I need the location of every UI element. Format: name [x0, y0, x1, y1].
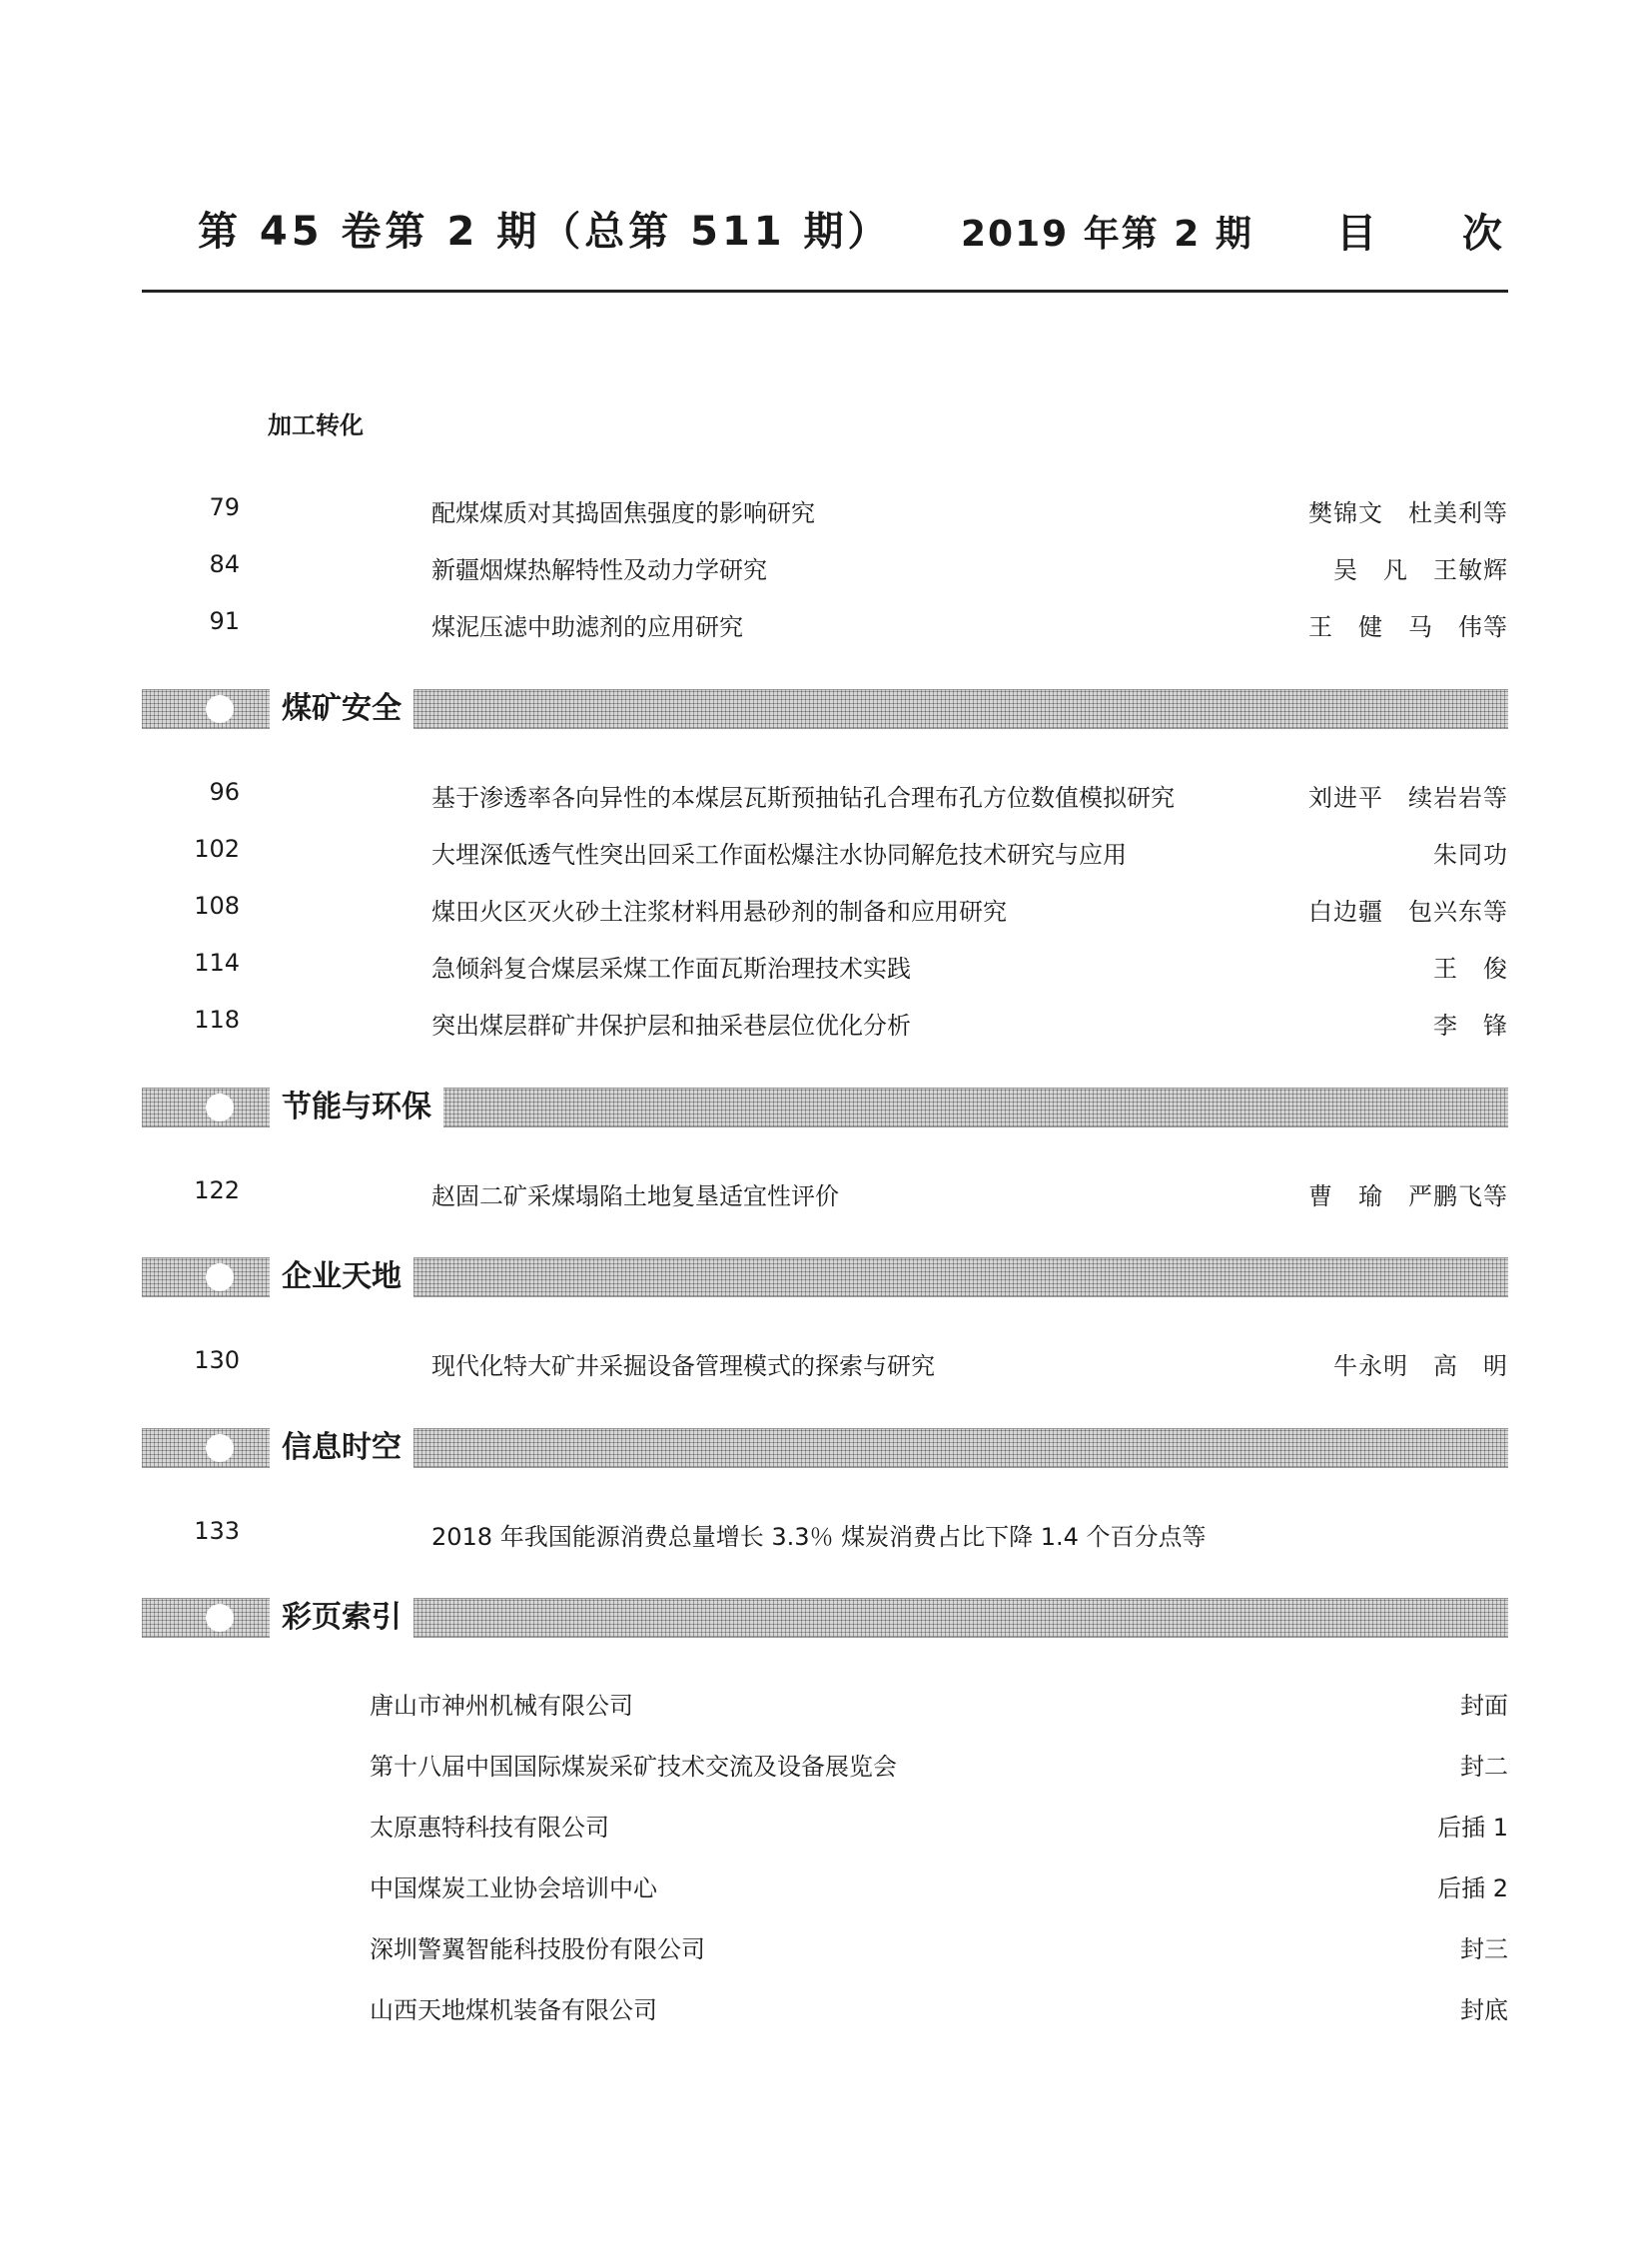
toc-entry[interactable]	[142, 774, 1508, 814]
entry-authors: 曹 瑜 严鹏飞等	[1308, 1182, 1508, 1210]
section-heading-processing: 加工转化	[268, 411, 364, 439]
section-circle-icon	[206, 695, 234, 723]
entry-page: 118	[194, 1006, 240, 1034]
entry-title: 新疆烟煤热解特性及动力学研究	[431, 556, 767, 584]
ad-company: 中国煤炭工业协会培训中心	[370, 1874, 657, 1902]
section-bar-enterprise	[142, 1257, 1508, 1297]
section-bar-info	[142, 1428, 1508, 1468]
entry-page: 91	[209, 607, 240, 635]
entry-page: 96	[209, 778, 240, 806]
entry-page: 84	[209, 550, 240, 578]
toc-entry[interactable]	[142, 603, 1508, 643]
entry-title: 配煤煤质对其捣固焦强度的影响研究	[431, 499, 815, 527]
ad-index-item[interactable]	[370, 1865, 1508, 1904]
entry-page: 108	[194, 892, 240, 920]
ad-company: 第十八届中国国际煤炭采矿技术交流及设备展览会	[370, 1753, 897, 1781]
toc-entry[interactable]	[142, 831, 1508, 871]
entry-authors: 牛永明 高 明	[1333, 1352, 1508, 1380]
entry-title: 急倾斜复合煤层采煤工作面瓦斯治理技术实践	[431, 955, 911, 983]
toc-entry[interactable]	[142, 1342, 1508, 1382]
toc-entry[interactable]	[142, 1513, 1508, 1553]
section-circle-icon	[206, 1263, 234, 1291]
section-title: 彩页索引	[270, 1597, 413, 1639]
entry-title: 基于渗透率各向异性的本煤层瓦斯预抽钻孔合理布孔方位数值模拟研究	[431, 784, 1175, 812]
entry-title: 突出煤层群矿井保护层和抽采巷层位优化分析	[431, 1012, 911, 1040]
entry-authors: 樊锦文 杜美利等	[1308, 499, 1508, 527]
toc-title-char-1: 目	[1336, 211, 1376, 257]
ad-position: 封底	[1460, 1996, 1508, 2024]
entry-title: 煤田火区灭火砂土注浆材料用悬砂剂的制备和应用研究	[431, 898, 1007, 926]
entry-page: 130	[194, 1346, 240, 1374]
ad-index-item[interactable]	[370, 1682, 1508, 1722]
entry-authors: 朱同功	[1433, 841, 1508, 869]
entry-page: 133	[194, 1517, 240, 1545]
ad-position: 后插 2	[1437, 1874, 1508, 1902]
section-title: 煤矿安全	[270, 688, 413, 730]
section-title: 企业天地	[270, 1256, 413, 1298]
section-circle-icon	[206, 1434, 234, 1462]
entry-authors: 白边疆 包兴东等	[1308, 898, 1508, 926]
entry-page: 79	[209, 493, 240, 521]
section-bar-energy	[142, 1088, 1508, 1127]
issue-label: 2019 年第 2 期	[961, 214, 1253, 255]
ad-index-item[interactable]	[370, 1986, 1508, 2026]
entry-title: 大埋深低透气性突出回采工作面松爆注水协同解危技术研究与应用	[431, 841, 1127, 869]
volume-label: 第 45 卷第 2 期（总第 511 期）	[198, 209, 892, 255]
entry-page: 114	[194, 949, 240, 977]
ad-company: 山西天地煤机装备有限公司	[370, 1996, 657, 2024]
ad-position: 封面	[1460, 1692, 1508, 1720]
entry-authors: 王 俊	[1433, 955, 1508, 983]
section-circle-icon	[206, 1094, 234, 1121]
entry-title: 煤泥压滤中助滤剂的应用研究	[431, 613, 743, 641]
toc-entry[interactable]	[142, 945, 1508, 985]
ad-company: 唐山市神州机械有限公司	[370, 1692, 633, 1720]
entry-authors: 吴 凡 王敏辉	[1333, 556, 1508, 584]
ad-position: 后插 1	[1437, 1814, 1508, 1842]
section-bar-safety	[142, 689, 1508, 729]
toc-title	[1336, 202, 1502, 259]
section-circle-icon	[206, 1604, 234, 1632]
toc-entry[interactable]	[142, 888, 1508, 928]
ad-position: 封二	[1460, 1753, 1508, 1781]
entry-page: 122	[194, 1176, 240, 1204]
toc-title-char-2: 次	[1462, 211, 1502, 257]
entry-authors: 刘进平 续岩岩等	[1308, 784, 1508, 812]
section-title: 信息时空	[270, 1427, 413, 1469]
toc-entry[interactable]	[142, 1172, 1508, 1212]
header-rule	[142, 290, 1508, 293]
ad-index-item[interactable]	[370, 1743, 1508, 1783]
ad-company: 深圳警翼智能科技股份有限公司	[370, 1935, 705, 1963]
page-header	[0, 0, 1652, 300]
ad-index-item[interactable]	[370, 1804, 1508, 1844]
ad-position: 封三	[1460, 1935, 1508, 1963]
ad-index-item[interactable]	[370, 1925, 1508, 1965]
entry-page: 102	[194, 835, 240, 863]
entry-authors: 李 锋	[1433, 1012, 1508, 1040]
toc-entry[interactable]	[142, 546, 1508, 586]
ad-company: 太原惠特科技有限公司	[370, 1814, 609, 1842]
toc-entry[interactable]	[142, 1002, 1508, 1042]
entry-title: 现代化特大矿井采掘设备管理模式的探索与研究	[431, 1352, 935, 1380]
section-title: 节能与环保	[270, 1087, 443, 1128]
entry-authors: 王 健 马 伟等	[1308, 613, 1508, 641]
section-bar-color-pages	[142, 1598, 1508, 1638]
entry-title: 2018 年我国能源消费总量增长 3.3％ 煤炭消费占比下降 1.4 个百分点等	[431, 1523, 1207, 1551]
entry-title: 赵固二矿采煤塌陷土地复垦适宜性评价	[431, 1182, 839, 1210]
toc-entry[interactable]	[142, 489, 1508, 529]
